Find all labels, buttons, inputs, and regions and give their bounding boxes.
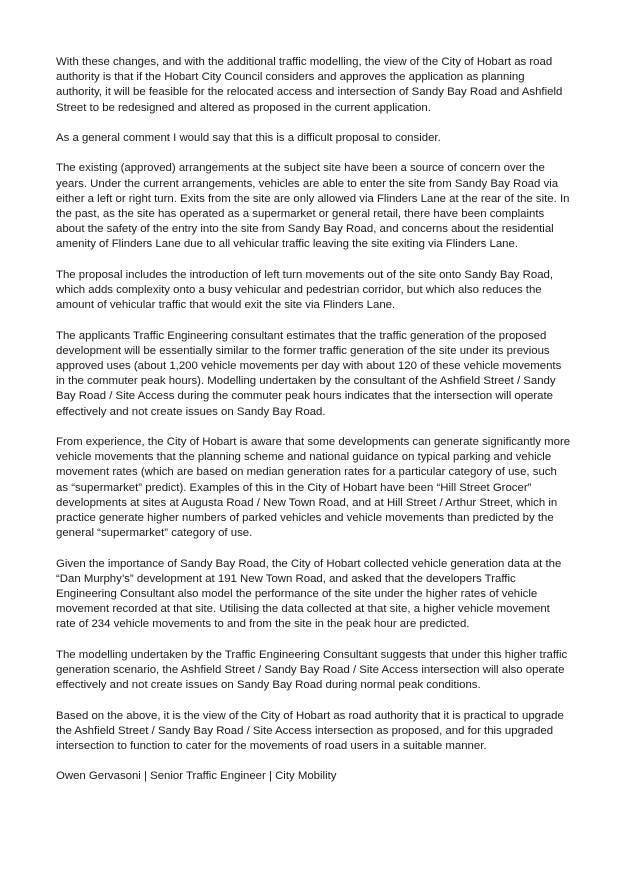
paragraph-traffic-generation-estimate: The applicants Traffic Engineering consultant estimates that the traffic generation of the proposed development will be essentially similar to the former traffic generation of the site under its previous approved uses (about 1,200 vehicle movements per day with about 120 of these vehicle movements in the commuter peak hours). Modelling undertaken by the consultant of the Ashfield Street / Sandy Bay Road / Site Access during the commuter peak hours indicates that the intersection will operate effectively and not create issues on Sandy Bay Road. — [56, 329, 562, 418]
signature-line: Owen Gervasoni | Senior Traffic Engineer | City Mobility — [56, 770, 337, 783]
paragraph-proposal-left-turn: The proposal includes the introduction of left turn movements out of the site onto Sandy Bay Road, which adds complexity onto a busy vehicular and pedestrian corridor, but which also reduces the amount of vehicular traffic that would exit the site via Flinders Lane. — [56, 268, 554, 312]
paragraph-experience-examples: From experience, the City of Hobart is aware that some developments can generate significantly more vehicle movements that the planning scheme and national guidance on typical parking and vehicle movement rates (which are based on median generation rates for a particular category of use, such as “supermarket” predict). Examples of this in the City of Hobart have been “Hill Street Grocer” developments at sites at Augusta Road / New Town Road, and at Hill Street / Arthur Street, which in practice generate higher numbers of parked vehicles and vehicle movements than predicted by the general “supermarket” category of use. — [56, 436, 571, 540]
paragraph-higher-scenario-modelling: The modelling undertaken by the Traffic Engineering Consultant suggests that under this higher traffic generation scenario, the Ashfield Street / Sandy Bay Road / Site Access intersection will also operate effectively and not create issues on Sandy Bay Road during normal peak conditions. — [56, 648, 568, 692]
paragraph-feasibility: With these changes, and with the additional traffic modelling, the view of the City of Hobart as road authority is that if the Hobart City Council considers and approves the application as planning authority, it will be feasible for the relocated access and intersection of Sandy Bay Road and Ashfield Street to be redesigned and altered as proposed in the current application. — [56, 56, 563, 114]
paragraph-existing-arrangements: The existing (approved) arrangements at the subject site have been a source of concern over the years. Under the current arrangements, vehicles are able to enter the site from Sandy Bay Road via either a left or right turn. Exits from the site are only allowed via Flinders Lane at the rear of the site. In the past, as the site has operated as a supermarket or general retail, there have been complaints about the safety of the entry into the site from Sandy Bay Road, and concerns about the residential amenity of Flinders Lane due to all vehicular traffic leaving the site exiting via Flinders Lane. — [56, 162, 570, 251]
document-page — [56, 55, 572, 800]
paragraph-general-comment: As a general comment I would say that this is a difficult proposal to consider. — [56, 132, 441, 144]
paragraph-dan-murphys-data: Given the importance of Sandy Bay Road, the City of Hobart collected vehicle generation data at the “Dan Murphy’s” development at 191 New Town Road, and asked that the developers Traffic Engineering Consultant also model the performance of the site under the higher rates of vehicle movement recorded at that site. Utilising the data collected at that site, a higher vehicle movement rate of 234 vehicle movements to and from the site in the peak hour are predicted. — [56, 557, 562, 631]
paragraph-conclusion: Based on the above, it is the view of the City of Hobart as road authority that it is practical to upgrade the Ashfield Street / Sandy Bay Road / Site Access intersection as proposed, and for this upgraded intersection to function to cater for the movements of road users in a suitable manner. — [56, 709, 564, 753]
